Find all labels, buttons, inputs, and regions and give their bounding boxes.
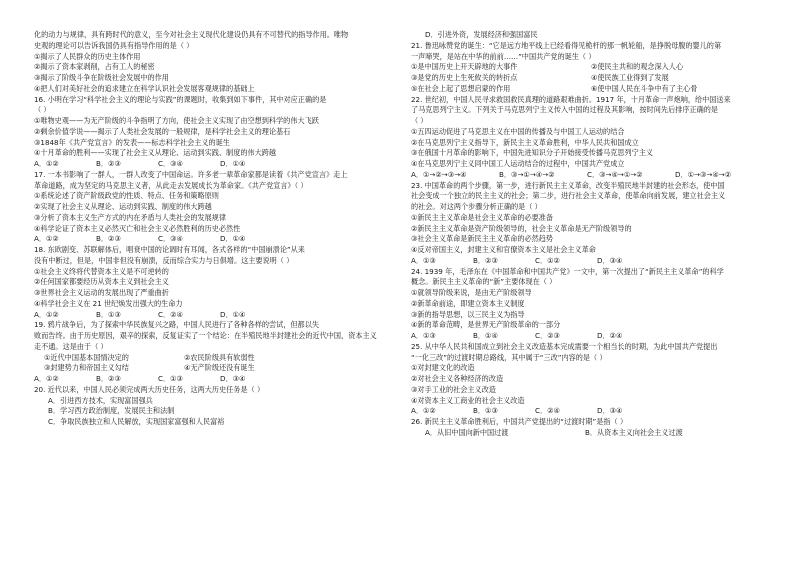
answer-choices — [411, 331, 768, 342]
option-line: ③新的指导思想，以三民主义为指导 — [411, 309, 525, 319]
option-line: ②对社会主义各种经济的改造 — [411, 374, 504, 383]
question-stem: 21. 鲁迅咏赞党的诞生：“它是远方地平线上已经看得见桅杆的那一帆轮船，是挣脱母腹的婴儿的第 — [411, 40, 722, 50]
option-line: ②剩余价值学说——揭示了人类社会发展的一般规律，是科学社会主义的理论基石 — [34, 126, 291, 136]
choice-d[interactable]: D．②④ — [597, 331, 623, 340]
answer-choices — [411, 428, 768, 439]
right-column — [411, 30, 768, 561]
choice-b[interactable]: B．①④ — [473, 331, 498, 340]
option-line: ①系统论述了资产阶级政党的性质、特点、任务和策略原则 — [34, 191, 219, 201]
option-6: ⑥使中国人民在斗争中有了主心骨 — [591, 83, 698, 93]
question-23 — [411, 181, 768, 267]
option-line: ①社会主义终将代替资本主义是不可逆转的 — [34, 266, 169, 276]
choice-a[interactable]: A．①③ — [411, 255, 436, 265]
option-1: ①近代中国基本国情决定的 — [44, 352, 129, 362]
choice-d[interactable]: D．引进外资，发展经济和强国富民 — [425, 30, 538, 39]
choice-c[interactable]: C．②④ — [158, 309, 183, 319]
question-stem: 18. 东欧剧变、苏联解体后，唱衰中国的论调时有耳闻，各式各样的“中国崩溃论”从来 — [34, 245, 305, 254]
choice-b[interactable]: B．②③ — [96, 374, 121, 383]
option-line: ②实现了社会主义从理论、运动到实践、制度的伟大跨越 — [34, 202, 212, 211]
choice-d[interactable]: D．①④ — [220, 234, 246, 244]
option-line: ③在俄国十月革命的影响下，中国先进知识分子开始接受传播马克思列宁主义 — [411, 148, 654, 158]
question-25 — [411, 342, 768, 417]
question-24 — [411, 267, 768, 342]
option-line: ④科学论证了资本主义必然灭亡和社会主义必然胜利的历史必然性 — [34, 223, 241, 233]
option-line: ①对封建文化的改造 — [411, 363, 475, 373]
question-stem: 25. 从中华人民共和国成立到社会主义改造基本完成需要一个相当长的时期，为此中国共产党提出 — [411, 341, 718, 351]
question-stem: 的社会。对这两个步骤分析正确的是（ ） — [411, 202, 542, 211]
choice-a[interactable]: A．从旧中国向新中国过渡 — [425, 427, 509, 437]
question-stem: 败而告终。由于历史原因，艰辛的探索，反复证实了一个结论：在半殖民地半封建社会的近代中国，资本主义 — [34, 331, 377, 340]
intro-option: ④把人们对美好社会的追求建立在科学认识社会发展客观规律的基础上 — [34, 83, 255, 93]
question-stem: 16. 小明在学习“科学社会主义的理论与实践”的课题时，收集到如下事件，其中对应正确的是 — [34, 94, 327, 104]
choice-c[interactable]: C．③④ — [158, 234, 183, 244]
intro-option: ②揭示了资本家剥削，占有工人的秘密 — [34, 62, 155, 72]
choice-a[interactable]: A．①→②→③→④ — [411, 169, 467, 179]
option-pair — [411, 62, 768, 73]
answer-choices — [34, 374, 391, 385]
question-21 — [411, 41, 768, 95]
option-2: ②使民主共和的观念深入人心 — [591, 62, 684, 72]
choice-b[interactable]: B．②③ — [96, 159, 121, 168]
intro-line: 化的动力与规律，具有跨时代的意义，至今对社会主义现代化建设仍具有不可替代的指导作用。唯物 — [34, 30, 349, 39]
option-line: ②任何国家都要经历从资本主义到社会主义 — [34, 277, 169, 287]
choice-c[interactable]: C．①② — [535, 255, 560, 265]
option-line: ③世界社会主义运动的发展出现了严重曲折 — [34, 288, 169, 297]
option-pair — [411, 84, 768, 95]
intro-option: ③揭示了阶级斗争在阶级社会发展中的作用 — [34, 73, 169, 82]
question-26 — [411, 417, 768, 439]
question-stem: 26. 新民主主义革命胜利后，中国共产党提出的“过渡时期”是指（ ） — [411, 417, 628, 426]
option-3: ③是党的历史上生死攸关的转折点 — [411, 73, 518, 82]
intro-block — [34, 30, 391, 95]
choice-b[interactable]: B．②③ — [473, 255, 498, 265]
question-stem: 革命道路，成为坚定的马克思主义者，从此走去发展成长为革命家。《共产党宣言》（ ） — [34, 180, 308, 190]
choice-b[interactable]: B．①③ — [96, 309, 121, 319]
option-5: ⑤在社会上起了思想启蒙的作用 — [411, 83, 511, 93]
question-stem: 了马克思列宁主义。下列关于马克思列宁主义传入中国的过程及其影响，按时间先后排序正确的是 — [411, 105, 719, 115]
choice-b[interactable]: B．③→①→④→② — [499, 169, 555, 179]
left-column — [34, 30, 391, 561]
choice-c[interactable]: C．③→④→①→② — [587, 169, 643, 179]
choice-c[interactable]: C．争取民族独立和人民解放，实现国家富强和人民富裕 — [48, 417, 225, 426]
intro-option: ①揭示了人民群众的历史主体作用 — [34, 51, 141, 61]
question-stem: （ ） — [34, 105, 51, 115]
choice-a[interactable]: A．引进西方技术，实现富国强兵 — [48, 395, 153, 405]
option-3: ③封建势力和帝国主义勾结 — [44, 363, 129, 373]
question-stem: 24. 1939 年，毛泽东在《中国革命和中国共产党》一文中，第一次提出了“新民主主义革命”的科学 — [411, 266, 724, 276]
question-20 — [34, 385, 391, 428]
answer-choices — [34, 234, 391, 245]
question-stem: “一化三改”的过渡时期总路线，其中属于“三改”内容的是（ ） — [411, 352, 607, 362]
option-line: ④科学社会主义在 21 世纪焕发出强大的生命力 — [34, 298, 183, 308]
choice-a[interactable]: A．①③ — [411, 331, 436, 340]
option-4: ④使民族工业得到了发展 — [591, 73, 669, 82]
option-line: ①五四运动促进了马克思主义在中国的传播及与中国工人运动的结合 — [411, 126, 625, 136]
answer-choices — [411, 256, 768, 267]
choice-c[interactable]: C．③④ — [158, 159, 183, 168]
option-line: ③对手工业的社会主义改造 — [411, 384, 496, 394]
question-18 — [34, 245, 391, 320]
option-line: ②在马克思列宁主义指导下，新民主主义革命胜利，中华人民共和国成立 — [411, 137, 639, 147]
choice-d[interactable]: D．③④ — [220, 374, 246, 383]
question-stem: 一声啼哭，是站在中华的前前……”中国共产党的诞生（ ） — [411, 51, 596, 61]
question-stem: 概念。新民主主义革命的“新”主要体现在（ ） — [411, 277, 557, 287]
choice-d[interactable]: D．①→③→④→② — [675, 169, 732, 179]
choice-a[interactable]: A．①② — [34, 159, 59, 168]
choice-b[interactable]: B．从资本主义向社会主义过渡 — [585, 427, 683, 437]
question-stem: 社会变成一个独立的民主主义的社会；第二步，进行社会主义革命，使革命向前发展，建立社会主义 — [411, 191, 726, 201]
option-1: ①是中国历史上开天辟地的大事件 — [411, 62, 518, 72]
choice-d[interactable]: D．③④ — [597, 255, 623, 265]
option-line: ④对资本主义工商业的社会主义改造 — [411, 395, 525, 405]
option-line: ②新民主主义革命是资产阶级领导的，社会主义革命是无产阶级领导的 — [411, 223, 632, 233]
option-pair — [34, 353, 391, 364]
choice-d[interactable]: D．③④ — [597, 406, 623, 416]
question-stem: （ ） — [411, 116, 428, 125]
question-stem: 22. 世纪初，中国人民寻求救国救民真理的道路艰难曲折。1917 年，十月革命一声炮响，给中国送来 — [411, 94, 731, 104]
choice-c[interactable]: C．②④ — [535, 406, 560, 416]
answer-choices — [411, 170, 768, 181]
choice-b[interactable]: B．②③ — [96, 234, 121, 244]
answer-choices — [411, 406, 768, 417]
option-4: ④无产阶级还没有诞生 — [184, 363, 255, 373]
option-line: ②新革命前途，即建立资本主义制度 — [411, 298, 525, 308]
option-line: ④新的革命范畴，是世界无产阶级革命的一部分 — [411, 320, 561, 330]
choice-c[interactable]: C．②③ — [535, 331, 560, 340]
answer-choices — [34, 159, 391, 170]
option-line: ③分析了资本主义生产方式的内在矛盾与人类社会的发展规律 — [34, 212, 227, 222]
option-line: ①新民主主义革命是社会主义革命的必要准备 — [411, 212, 554, 222]
option-line: ③社会主义革命是新民主主义革命的必然趋势 — [411, 234, 554, 244]
choice-b[interactable]: B．学习西方政治制度，发展民主和法制 — [48, 406, 175, 416]
choice-b[interactable]: B．①③ — [473, 406, 498, 416]
choice-a[interactable]: A．①② — [34, 309, 59, 319]
option-line: ③1848年《共产党宣言》的发表——标志科学社会主义的诞生 — [34, 137, 230, 147]
question-19 — [34, 320, 391, 385]
option-line: ④十月革命的胜利——实现了社会主义从理论、运动到实践、制度的伟大跨越 — [34, 148, 277, 158]
question-stem: 19. 鸦片战争后，为了探索中华民族复兴之路，中国人民进行了各种各样的尝试，但都以失 — [34, 320, 319, 330]
question-16 — [34, 95, 391, 170]
option-line: ④在马克思列宁主义同中国工人运动结合的过程中，中国共产党成立 — [411, 159, 625, 168]
question-stem: 17. 一本书影响了一群人，一群人改变了中国命运。许多老一辈革命家都是读着《共产党宣言》走上 — [34, 169, 348, 179]
option-2: ②农民阶级具有软弱性 — [184, 352, 255, 362]
option-line: ①唯物史观——为无产阶级的斗争指明了方向，使社会主义实现了由空想到科学的伟大飞跃 — [34, 116, 319, 125]
option-pair — [411, 73, 768, 84]
choice-d[interactable]: D．①④ — [220, 309, 246, 319]
question-17 — [34, 170, 391, 245]
choice-a[interactable]: A．①② — [411, 406, 436, 416]
intro-line: 史观的理论可以告诉我国仍具有指导作用的是（ ） — [34, 40, 194, 50]
question-stem: 没有中断过，但是，中国非但没有崩溃，反而综合实力与日俱增。这主要说明（ ） — [34, 255, 294, 265]
question-stem: 走不通。这是由于（ ） — [34, 341, 108, 351]
question-stem: 23. 中国革命的两个步骤，第一步，进行新民主主义革命，改变半殖民地半封建的社会形态，使中国 — [411, 180, 725, 190]
question-22 — [411, 95, 768, 181]
question-stem: 20. 近代以来，中国人民必须完成两大历史任务，这两大历史任务是（ ） — [34, 384, 265, 394]
option-line: ①就领导阶级来说，是由无产阶级领导 — [411, 288, 532, 297]
choice-c[interactable]: C．①③ — [158, 374, 183, 383]
option-line: ④反对帝国主义，封建主义和官僚资本主义是社会主义革命 — [411, 245, 596, 254]
choice-d[interactable]: D．①④ — [220, 159, 246, 168]
choice-a[interactable]: A．①② — [34, 374, 59, 383]
answer-choices — [34, 310, 391, 321]
option-pair — [34, 363, 391, 374]
choice-a[interactable]: A．①② — [34, 234, 59, 244]
